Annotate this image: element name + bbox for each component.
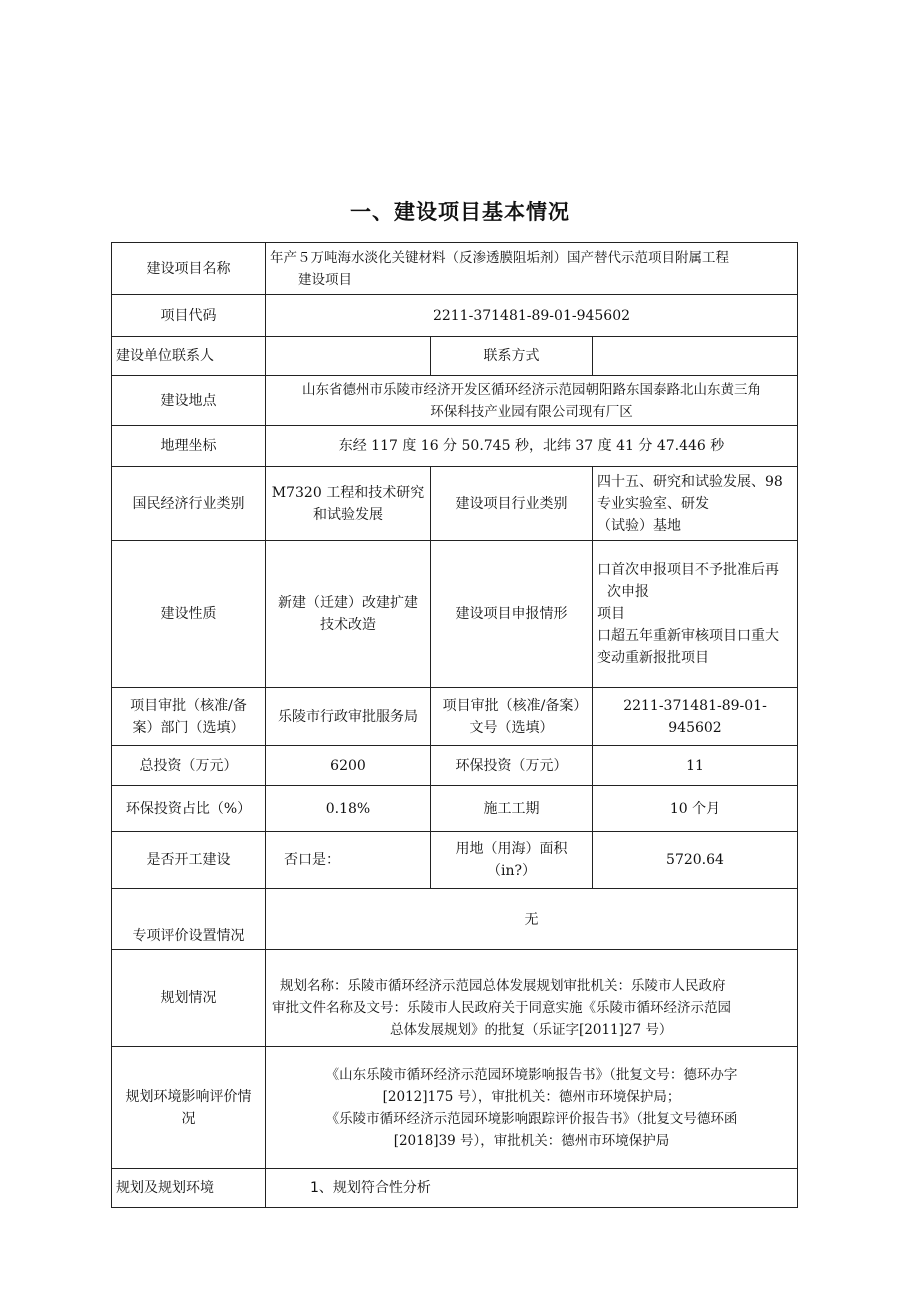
- planning-env-line2: [2012]175 号），审批机关：德州市环境保护局；: [382, 1088, 681, 1105]
- planning-line1: 规划名称：乐陵市循环经济示范园总体发展规划审批机关：乐陵市人民政府: [280, 978, 726, 994]
- env-investment-label: 环保投资（万元）: [431, 746, 593, 786]
- env-investment-value: 11: [593, 746, 798, 786]
- industry-category-line1: 四十五、研究和试验发展、98 专业实验室、研发: [597, 473, 783, 512]
- nature-label: 建设性质: [112, 541, 266, 688]
- row-location: [112, 376, 798, 426]
- contact-label: 建设单位联系人: [112, 337, 266, 376]
- row-planning-env: [112, 1047, 798, 1169]
- investment-value: 6200: [266, 746, 431, 786]
- row-investment: [112, 746, 798, 786]
- row-special: [112, 889, 798, 950]
- location-line1: 山东省德州市乐陵市经济开发区循环经济示范园朝阳路东国泰路北山东黄三角: [302, 381, 761, 398]
- row-project-name: [112, 243, 798, 295]
- industry-label: 国民经济行业类别: [112, 467, 266, 541]
- nature-value: 新建（迁建）改建扩建技术改造: [266, 541, 431, 688]
- row-started: [112, 832, 798, 889]
- report-line-5: 变动重新报批项目: [597, 650, 709, 666]
- industry-category-line2: （试验）基地: [597, 517, 681, 534]
- special-value: 无: [266, 889, 798, 950]
- planning-line2: 审批文件名称及文号：乐陵市人民政府关于同意实施《乐陵市循环经济示范园: [272, 1000, 731, 1016]
- project-code-label: 项目代码: [112, 295, 266, 337]
- planning-env-line1: 《山东乐陵市循环经济示范园环境影响报告书》（批复文号：德环办字: [325, 1066, 738, 1083]
- planning-env-line3: 《乐陵市循环经济示范园环境影响跟踪评价报告书》（批复文号德环函: [325, 1110, 738, 1127]
- report-line-3: 项目: [597, 606, 625, 622]
- planning-env-label: 规划环境影响评价情况: [112, 1047, 266, 1169]
- row-ratio: [112, 786, 798, 832]
- coordinates-label: 地理坐标: [112, 426, 266, 467]
- page-title: 一、建设项目基本情况: [350, 200, 570, 224]
- row-project-code: [112, 295, 798, 337]
- period-value: 10 个月: [593, 786, 798, 832]
- approval-dept-label: 项目审批（核准/备案）部门（选填）: [112, 688, 266, 746]
- report-situation-label: 建设项目申报情形: [431, 541, 593, 688]
- planning-label: 规划情况: [112, 950, 266, 1047]
- project-name-line2: 建设项目: [298, 271, 352, 288]
- row-conformity: [112, 1169, 798, 1208]
- approval-doc-value: 2211-371481-89-01-945602: [593, 688, 798, 746]
- ratio-value: 0.18%: [266, 786, 431, 832]
- report-line-4: 口超五年重新审核项目口重大: [597, 628, 779, 644]
- report-line-2: 次申报: [607, 584, 649, 600]
- area-label: 用地（用海）面积（in?）: [431, 832, 593, 889]
- conformity-heading: 1、规划符合性分析: [310, 1180, 431, 1196]
- industry-value: M7320 工程和技术研究和试验发展: [266, 467, 431, 541]
- location-label: 建设地点: [112, 376, 266, 426]
- investment-label: 总投资（万元）: [112, 746, 266, 786]
- planning-env-line4: [2018]39 号），审批机关：德州市环境保护局: [393, 1132, 670, 1149]
- report-situation-value: [593, 541, 798, 688]
- started-value: 否口是：: [266, 832, 431, 889]
- industry-category-value: [593, 467, 798, 541]
- approval-doc-label: 项目审批（核准/备案）文号（选填）: [431, 688, 593, 746]
- started-label: 是否开工建设: [112, 832, 266, 889]
- project-name-value: [266, 243, 798, 295]
- row-contact: [112, 337, 798, 376]
- industry-category-label: 建设项目行业类别: [431, 467, 593, 541]
- area-value: 5720.64: [593, 832, 798, 889]
- row-industry: [112, 467, 798, 541]
- location-line2: 环保科技产业园有限公司现有厂区: [430, 403, 633, 420]
- planning-line3: 总体发展规划》的批复（乐证字[2011]27 号）: [390, 1022, 673, 1038]
- project-info-table: [111, 242, 798, 1208]
- location-value: [266, 376, 798, 426]
- project-name-label: 建设项目名称: [112, 243, 266, 295]
- conformity-value: [266, 1169, 798, 1208]
- contact-value: [266, 337, 431, 376]
- row-planning: [112, 950, 798, 1047]
- contact-method-label: 联系方式: [431, 337, 593, 376]
- special-label: 专项评价设置情况: [112, 889, 266, 950]
- approval-dept-value: 乐陵市行政审批服务局: [266, 688, 431, 746]
- planning-value: [266, 950, 798, 1047]
- conformity-label: 规划及规划环境: [112, 1169, 266, 1208]
- project-name-line1: 年产５万吨海水淡化关键材料（反渗透膜阻垢剂）国产替代示范项目附属工程: [270, 249, 729, 266]
- ratio-label: 环保投资占比（%）: [112, 786, 266, 832]
- planning-env-value: [266, 1047, 798, 1169]
- contact-method-value: [593, 337, 798, 376]
- row-nature: [112, 541, 798, 688]
- row-coordinates: [112, 426, 798, 467]
- project-code-value: 2211-371481-89-01-945602: [266, 295, 798, 337]
- coordinates-value: 东经 117 度 16 分 50.745 秒，北纬 37 度 41 分 47.446 秒: [266, 426, 798, 467]
- period-label: 施工工期: [431, 786, 593, 832]
- row-approval: [112, 688, 798, 746]
- report-line-1: 口首次申报项目不予批准后再: [597, 562, 779, 578]
